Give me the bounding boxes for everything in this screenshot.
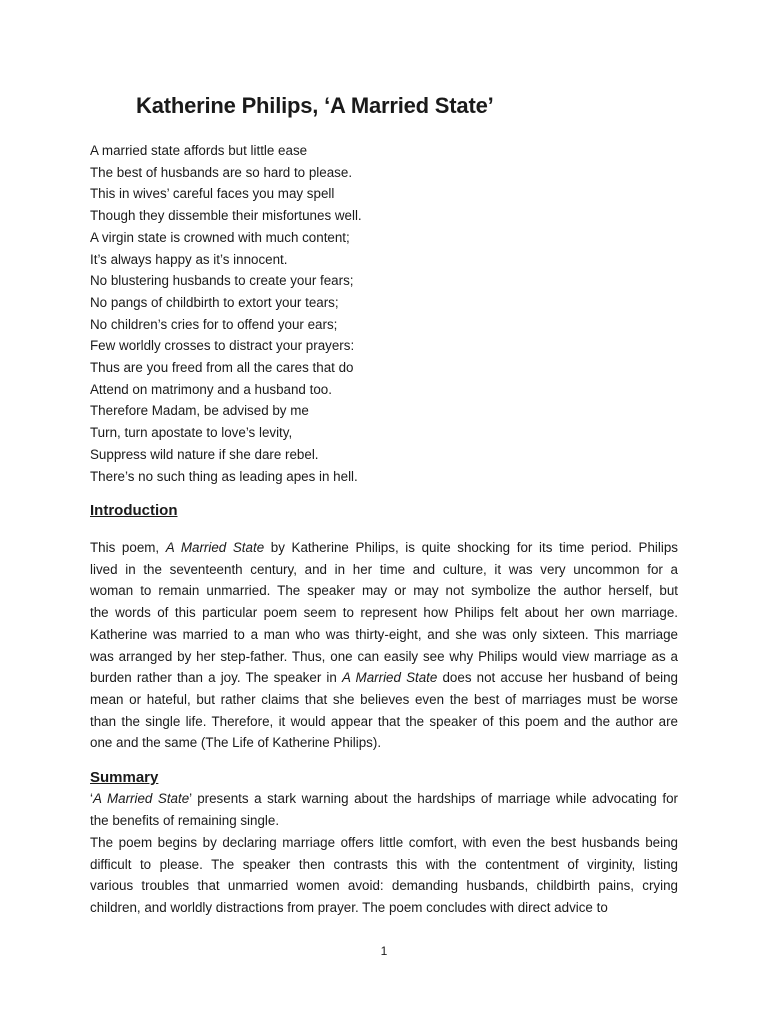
paragraph-line [90, 732, 678, 754]
paragraph-line [90, 537, 678, 559]
text-run: mean or hateful, but rather claims that she believes even the best of marriages must be worse [90, 691, 678, 707]
paragraph-line [90, 667, 678, 689]
poem-line: Few worldly crosses to distract your prayers: [90, 338, 355, 354]
page-number: 1 [380, 944, 388, 958]
text-run: lived in the seventeenth century, and in her time and culture, it was very uncommon for a [90, 561, 678, 577]
poem-line: A virgin state is crowned with much content; [90, 229, 350, 245]
poem-line: Attend on matrimony and a husband too. [90, 381, 332, 397]
poem-line: A married state affords but little ease [90, 143, 308, 158]
paragraph-line [90, 602, 678, 624]
poem-title-italic: A Married State [165, 540, 265, 555]
text-run: by Katherine Philips, is quite shocking for its time period. Philips [264, 540, 678, 555]
poem-line: No pangs of childbirth to extort your tears; [90, 294, 339, 310]
poem-line: No children’s cries for to offend your ears; [90, 316, 338, 332]
paragraph-line [90, 854, 678, 876]
poem-line: Therefore Madam, be advised by me [90, 403, 309, 419]
poem-line: Thus are you freed from all the cares that do [90, 360, 354, 376]
text-run: was arranged by her step-father. Thus, one can easily see why Philips would view marriage as a [90, 648, 678, 664]
text-run: The poem begins by declaring marriage offers little comfort, with even the best husbands being [90, 835, 678, 850]
paragraph-line [90, 580, 678, 602]
poem-line: Though they dissemble their misfortunes well. [90, 208, 362, 224]
paragraph-line [90, 832, 678, 854]
poem-line: No blustering husbands to create your fears; [90, 273, 354, 289]
paragraph-line [90, 788, 678, 810]
introduction-paragraph [90, 537, 678, 754]
summary-paragraph-2 [90, 832, 678, 919]
poem-text [90, 140, 362, 487]
summary-paragraph-1 [90, 788, 678, 831]
paragraph-line [90, 646, 678, 668]
poem-line: This in wives’ careful faces you may spell [90, 186, 335, 202]
text-run: difficult to please. The speaker then contrasts this with the contentment of virginity, listing [90, 856, 678, 872]
poem-line: The best of husbands are so hard to please. [90, 164, 353, 180]
paragraph-line [90, 810, 678, 832]
text-run: woman to remain unmarried. The speaker may or may not symbolize the author herself, but [90, 583, 678, 599]
summary-heading: Summary [90, 769, 159, 786]
poem-title-italic: A Married State [341, 670, 438, 686]
text-run: various troubles that unmarried women avoid: demanding husbands, childbirth pains, crying [90, 878, 678, 894]
poem-line: It’s always happy as it’s innocent. [90, 251, 288, 267]
paragraph-line [90, 711, 678, 733]
paragraph-line [90, 897, 678, 919]
text-run: This poem, [90, 540, 166, 555]
paragraph-line [90, 559, 678, 581]
text-run: one and the same (The Life of Katherine Philips). [90, 735, 382, 751]
text-run: Katherine was married to a man who was thirty-eight, and she was only sixteen. This marriage [90, 626, 678, 642]
paragraph-line [90, 689, 678, 711]
text-run: does not accuse her husband of being [437, 670, 679, 686]
text-run: children, and worldly distractions from prayer. The poem concludes with direct advice to [90, 900, 608, 916]
document-title: Katherine Philips, ‘A Married State’ [136, 93, 494, 118]
paragraph-line [90, 875, 678, 897]
text-run: ‘ [90, 791, 93, 806]
text-run: the words of this particular poem seem to represent how Philips felt about her own marriage. [90, 605, 678, 621]
poem-title-italic: A Married State [92, 791, 190, 806]
text-run: ’ presents a stark warning about the hardships of marriage while advocating for [189, 791, 678, 806]
poem-line: There’s no such thing as leading apes in hell. [90, 468, 358, 484]
introduction-heading: Introduction [90, 502, 178, 519]
text-run: than the single life. Therefore, it would appear that the speaker of this poem and the author are [90, 713, 678, 729]
poem-line: Turn, turn apostate to love’s levity, [90, 425, 293, 441]
text-run: burden rather than a joy. The speaker in [90, 670, 342, 686]
text-run: the benefits of remaining single. [90, 812, 280, 828]
paragraph-line [90, 624, 678, 646]
poem-line: Suppress wild nature if she dare rebel. [90, 446, 319, 462]
